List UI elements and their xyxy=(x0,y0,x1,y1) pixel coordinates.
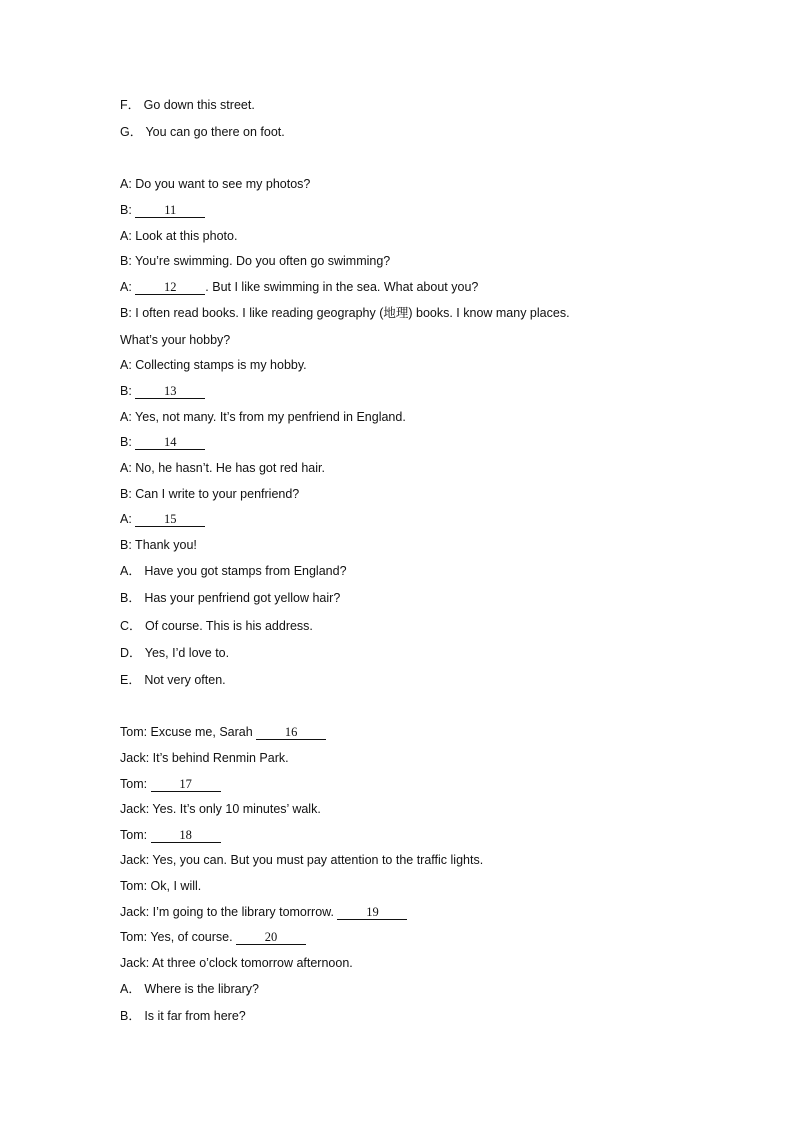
option-c: C． Of course. This is his address. xyxy=(120,619,313,633)
dialogue-line: A: Collecting stamps is my hobby. xyxy=(120,358,307,372)
option-b: B． Is it far from here? xyxy=(120,1009,246,1023)
option-g: G． You can go there on foot. xyxy=(120,125,285,139)
dialogue-line: Tom: Yes, of course. 20 xyxy=(120,929,306,945)
answer-blank-15: 15 xyxy=(135,512,205,527)
answer-blank-19: 19 xyxy=(337,905,407,920)
dialogue-line: Tom: Ok, I will. xyxy=(120,879,202,893)
option-f: F． Go down this street. xyxy=(120,98,255,112)
dialogue-line: B: 13 xyxy=(120,383,205,399)
option-e: E． Not very often. xyxy=(120,673,226,687)
dialogue-line: Jack: Yes. It’s only 10 minutes’ walk. xyxy=(120,802,321,816)
answer-blank-17: 17 xyxy=(151,777,221,792)
dialogue-line: B: 14 xyxy=(120,434,205,450)
dialogue-line: Jack: Yes, you can. But you must pay attention to the traffic lights. xyxy=(120,853,484,867)
option-a: A． Have you got stamps from England? xyxy=(120,564,347,578)
dialogue-line: B: 11 xyxy=(120,202,205,218)
answer-blank-12: 12 xyxy=(135,280,205,295)
dialogue-line: Jack: It’s behind Renmin Park. xyxy=(120,751,289,765)
option-a: A． Where is the library? xyxy=(120,982,259,996)
answer-blank-18: 18 xyxy=(151,828,221,843)
dialogue-line: A: Do you want to see my photos? xyxy=(120,177,311,191)
dialogue-line: What’s your hobby? xyxy=(120,333,231,347)
dialogue-line: B: Thank you! xyxy=(120,538,197,552)
answer-blank-16: 16 xyxy=(256,725,326,740)
answer-blank-13: 13 xyxy=(135,384,205,399)
answer-blank-14: 14 xyxy=(135,435,205,450)
answer-blank-11: 11 xyxy=(135,203,205,218)
dialogue-line: B: You’re swimming. Do you often go swimming? xyxy=(120,254,391,268)
dialogue-line: A: Yes, not many. It’s from my penfriend in England. xyxy=(120,410,406,424)
dialogue-line: B: Can I write to your penfriend? xyxy=(120,487,300,501)
dialogue-line: B: I often read books. I like reading geography (地理) books. I know many places. xyxy=(120,306,570,320)
dialogue-line: Tom: 17 xyxy=(120,776,221,792)
dialogue-line: Jack: I’m going to the library tomorrow. 19 xyxy=(120,904,407,920)
dialogue-line: Tom: Excuse me, Sarah 16 xyxy=(120,724,326,740)
answer-blank-20: 20 xyxy=(236,930,306,945)
option-b: B． Has your penfriend got yellow hair? xyxy=(120,591,341,605)
dialogue-line: Jack: At three o’clock tomorrow afternoon. xyxy=(120,956,353,970)
dialogue-line: A: 15 xyxy=(120,511,205,527)
dialogue-line: A: 12 . But I like swimming in the sea. What about you? xyxy=(120,280,479,294)
dialogue-line: A: Look at this photo. xyxy=(120,229,238,243)
dialogue-line: Tom: 18 xyxy=(120,827,221,843)
dialogue-line: A: No, he hasn’t. He has got red hair. xyxy=(120,461,325,475)
option-d: D． Yes, I’d love to. xyxy=(120,646,230,660)
